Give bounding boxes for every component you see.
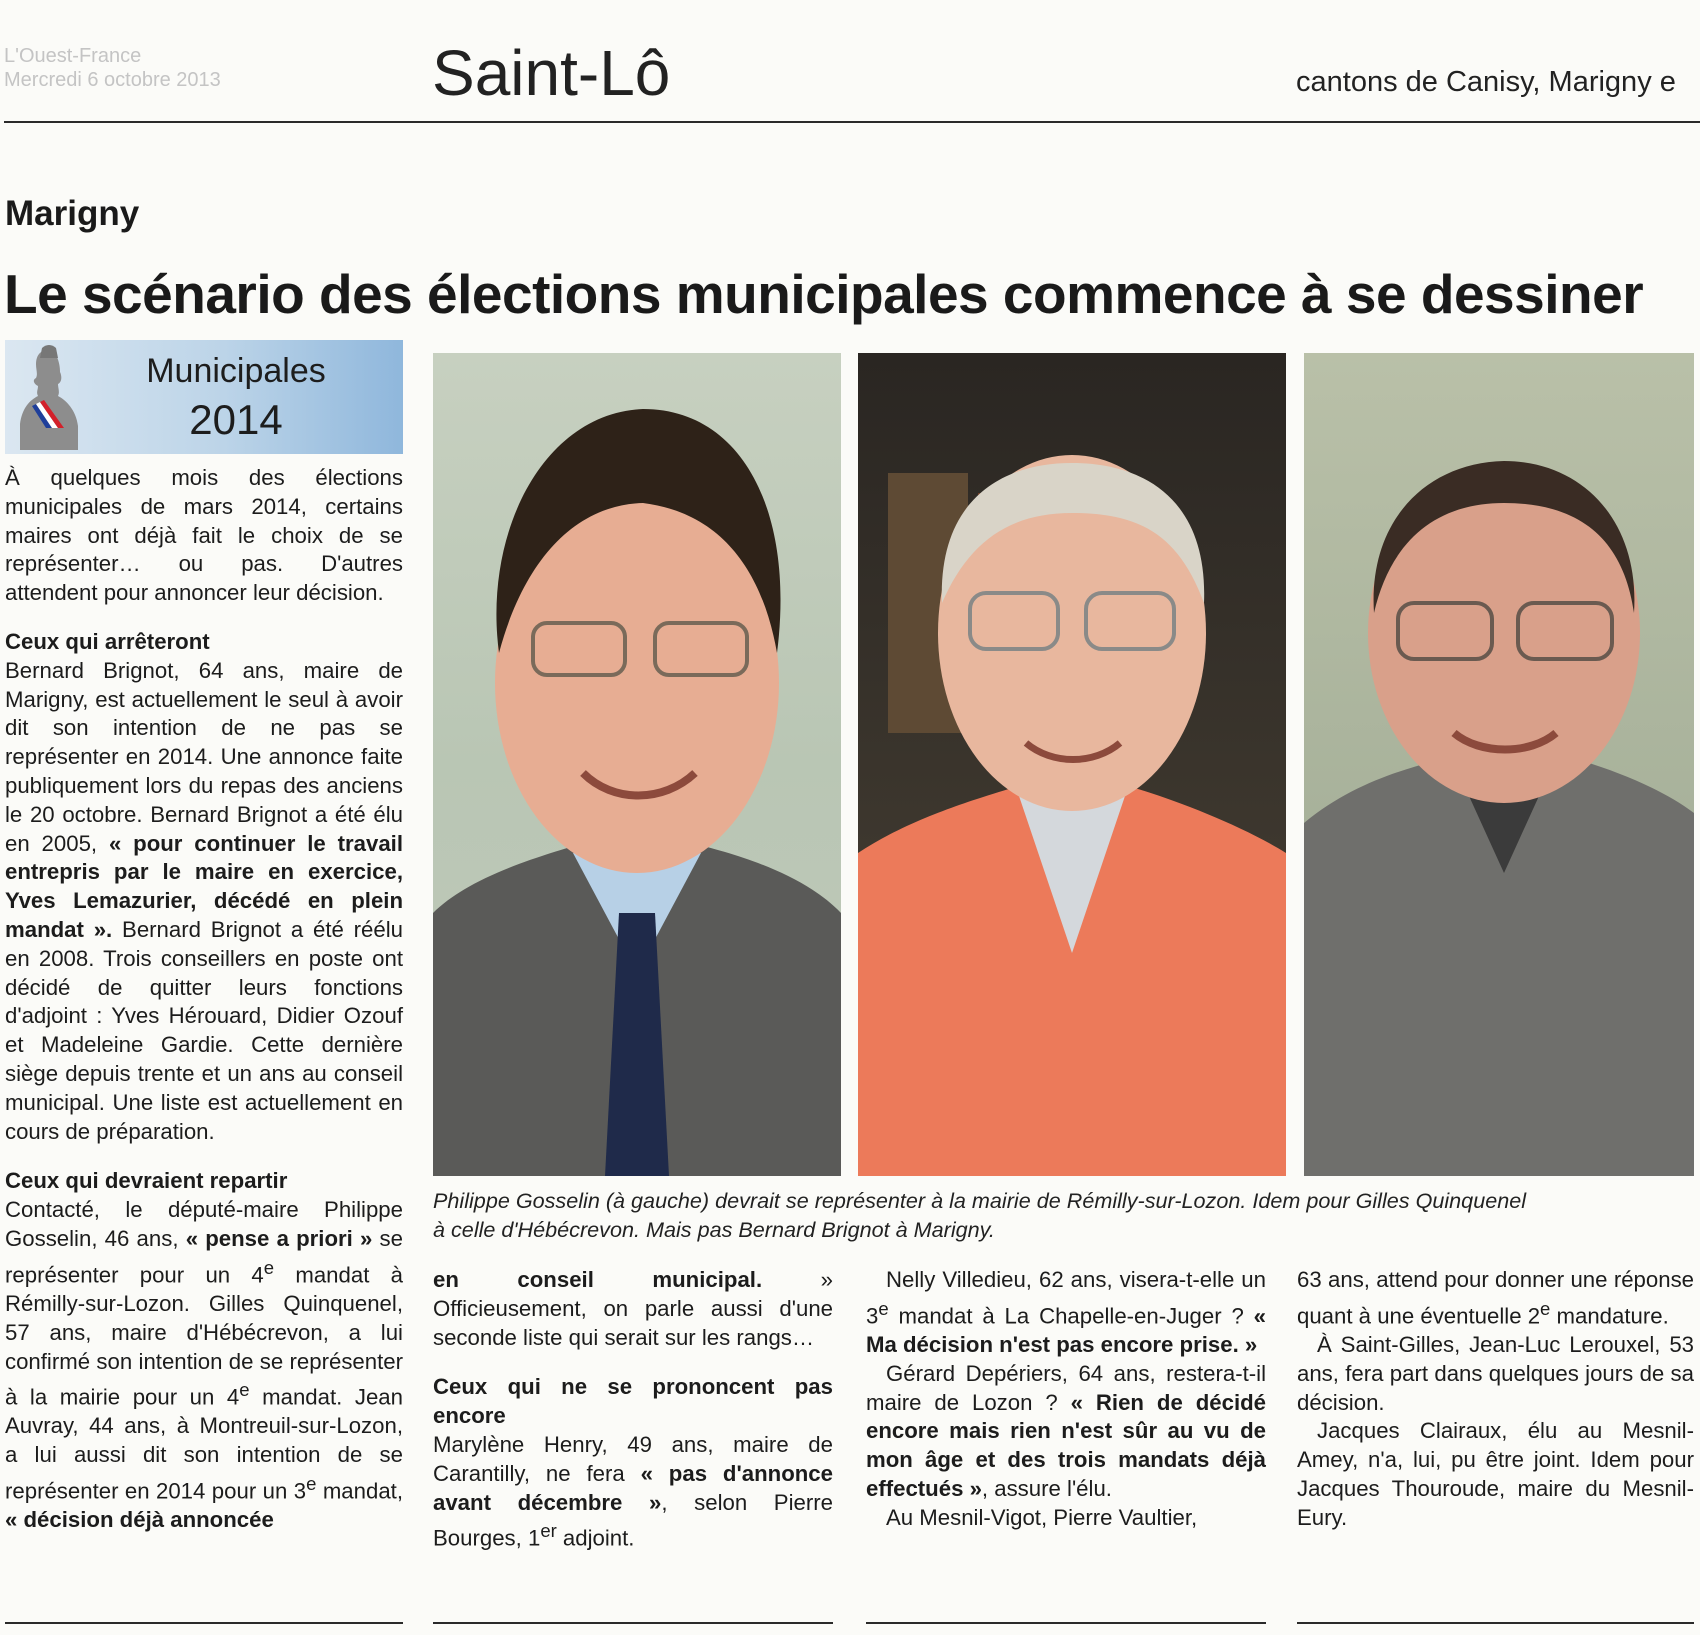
quote-span: « Rien de décidé encore mais rien n'est sûr au vu de mon âge et des trois mandats déjà effectués »	[866, 1389, 1266, 1501]
text-span: Contacté, le député-maire Philippe Gosselin, 46 ans,	[5, 1197, 403, 1251]
subhead-arreteront: Ceux qui arrêteront	[5, 628, 210, 654]
paragraph-vaultier: Au Mesnil-Vigot, Pierre Vaultier,	[886, 1504, 1198, 1530]
bottom-rule-4	[1297, 1622, 1694, 1624]
ordinal-sup: e	[306, 1473, 317, 1495]
ordinal-sup: e	[239, 1379, 250, 1401]
banner-title: Municipales	[146, 352, 326, 390]
text-span: » Officieusement, on parle aussi d'une seconde liste qui serait sur les rangs…	[433, 1267, 833, 1350]
article-kicker: Marigny	[5, 194, 140, 233]
ghost-dateline	[4, 44, 221, 92]
text-span: adjoint.	[556, 1525, 635, 1551]
quote-span: « pas d'annonce avant décembre »	[433, 1460, 833, 1515]
paragraph-lerouxel: À Saint-Gilles, Jean-Luc Lerouxel, 53 ans, fera part dans quelques jours de sa décision.	[1297, 1331, 1694, 1415]
ordinal-sup: er	[540, 1520, 557, 1542]
photo-caption	[433, 1186, 1693, 1244]
text-span: mandat à Rémilly-sur-Lozon. Gilles Quinquenel, 57 ans, maire d'Hébécrevon, a lui confirmé son intention de se représenter à la mairie pour un 4	[5, 1262, 403, 1410]
text-span: , selon Pierre Bourges, 1	[433, 1489, 833, 1551]
paragraph-officieusement	[433, 1266, 833, 1352]
caption-line-1: Philippe Gosselin (à gauche) devrait se représenter à la mairie de Rémilly-sur-Lozon. Idem pour Gilles Quinquenel	[433, 1188, 1527, 1213]
banner-year: 2014	[189, 396, 283, 443]
paragraph-clairaux: Jacques Clairaux, élu au Mesnil-Amey, n'a, lui, pu être joint. Idem pour Jacques Thouroude, maire du Mesnil-Eury.	[1297, 1418, 1694, 1530]
header-rule	[4, 121, 1700, 123]
text-span: , assure l'élu.	[981, 1475, 1112, 1501]
paragraph-deperiers	[866, 1360, 1266, 1504]
paragraph-brignot	[5, 657, 403, 1147]
portrait-quinquenel-icon	[1304, 353, 1694, 1176]
paragraph-gosselin	[5, 1196, 403, 1535]
subhead-prononcent: Ceux qui ne se prononcent pas encore	[433, 1374, 833, 1429]
text-span: se représenter pour un 4	[5, 1225, 403, 1288]
marianne-bust-icon	[12, 344, 84, 452]
article-headline: Le scénario des élections municipales commence à se dessiner	[4, 263, 1644, 325]
paragraph-villedieu	[866, 1266, 1266, 1360]
column-2	[433, 1266, 833, 1554]
bottom-rule-2	[433, 1622, 833, 1624]
portrait-orange-sweater-icon	[858, 353, 1286, 1176]
ordinal-sup: e	[263, 1256, 275, 1278]
section-title: Saint-Lô	[432, 37, 671, 109]
portrait-gosselin-icon	[433, 353, 841, 1176]
text-span: mandat. Jean Auvray, 44 ans, à Montreuil-sur-Lozon, a lui aussi dit son intention de se représenter en 2014 pour un 3	[5, 1384, 403, 1504]
column-4	[1297, 1266, 1694, 1533]
paragraph-henry	[433, 1431, 833, 1554]
ghost-dateline-date: Mercredi 6 octobre 2013	[4, 69, 221, 91]
subhead-repartir: Ceux qui devraient repartir	[5, 1168, 288, 1194]
text-span: mandat,	[316, 1478, 403, 1504]
quote-span: « pour continuer le travail entrepris par le maire en exercice, Yves Lemazurier, décédé en plein mandat ».	[5, 830, 403, 942]
text-span: mandat à La Chapelle-en-Juger ?	[888, 1303, 1254, 1329]
text-span: Bernard Brignot a été réélu en 2008. Trois conseillers en poste ont décidé de quitter leurs fonctions d'adjoint : Yves Hérouard, Didier Ozouf et Madeleine Gardie. Cette dernière siège depuis trente et un ans au conseil municipal. Une liste est actuellement en cours de préparation.	[5, 916, 403, 1144]
ordinal-sup: e	[1540, 1297, 1551, 1319]
article-lead: À quelques mois des élections municipales de mars 2014, certains maires ont déjà fait le choix de se représenter… ou pas. D'autres attendent pour annoncer leur décision.	[5, 465, 403, 606]
photo-nelly-depute	[858, 353, 1286, 1176]
text-span: Marylène Henry, 49 ans, maire de Carantilly, ne fera	[433, 1431, 833, 1486]
section-cantons: cantons de Canisy, Marigny e	[1296, 66, 1676, 98]
photo-gilles-quinquenel	[1304, 353, 1694, 1176]
bottom-rule-1	[5, 1622, 403, 1624]
quote-span: « Ma décision n'est pas encore prise. »	[866, 1303, 1266, 1357]
quote-span: en conseil municipal.	[433, 1267, 763, 1292]
text-span: 63 ans, attend pour donner une réponse quant à une éventuelle 2	[1297, 1267, 1694, 1329]
text-span: Bernard Brignot, 64 ans, maire de Marigny, est actuellement le seul à avoir dit son intention de ne pas se représenter en 2014. Une annonce faite publiquement lors du repas des anciens le 20 octobre. Bernard Brignot a été élu en 2005,	[5, 657, 403, 856]
ghost-dateline-paper: L'Ouest-France	[4, 45, 142, 67]
text-span: Gérard Depériers, 64 ans, restera-t-il maire de Lozon ?	[866, 1360, 1266, 1415]
paragraph-vaultier-cont	[1297, 1266, 1694, 1331]
caption-line-2: à celle d'Hébécrevon. Mais pas Bernard Brignot à Marigny.	[433, 1217, 995, 1242]
quote-span: « décision déjà annoncée	[5, 1507, 274, 1533]
bottom-rule-3	[866, 1622, 1266, 1624]
text-span: mandature.	[1550, 1303, 1669, 1329]
column-3	[866, 1266, 1266, 1533]
text-span: Nelly Villedieu, 62 ans, visera-t-elle un 3	[866, 1267, 1266, 1329]
photo-philippe-gosselin	[433, 353, 841, 1176]
quote-span: « pense a priori »	[185, 1225, 373, 1251]
ordinal-sup: e	[878, 1297, 889, 1319]
column-1	[5, 464, 403, 1535]
